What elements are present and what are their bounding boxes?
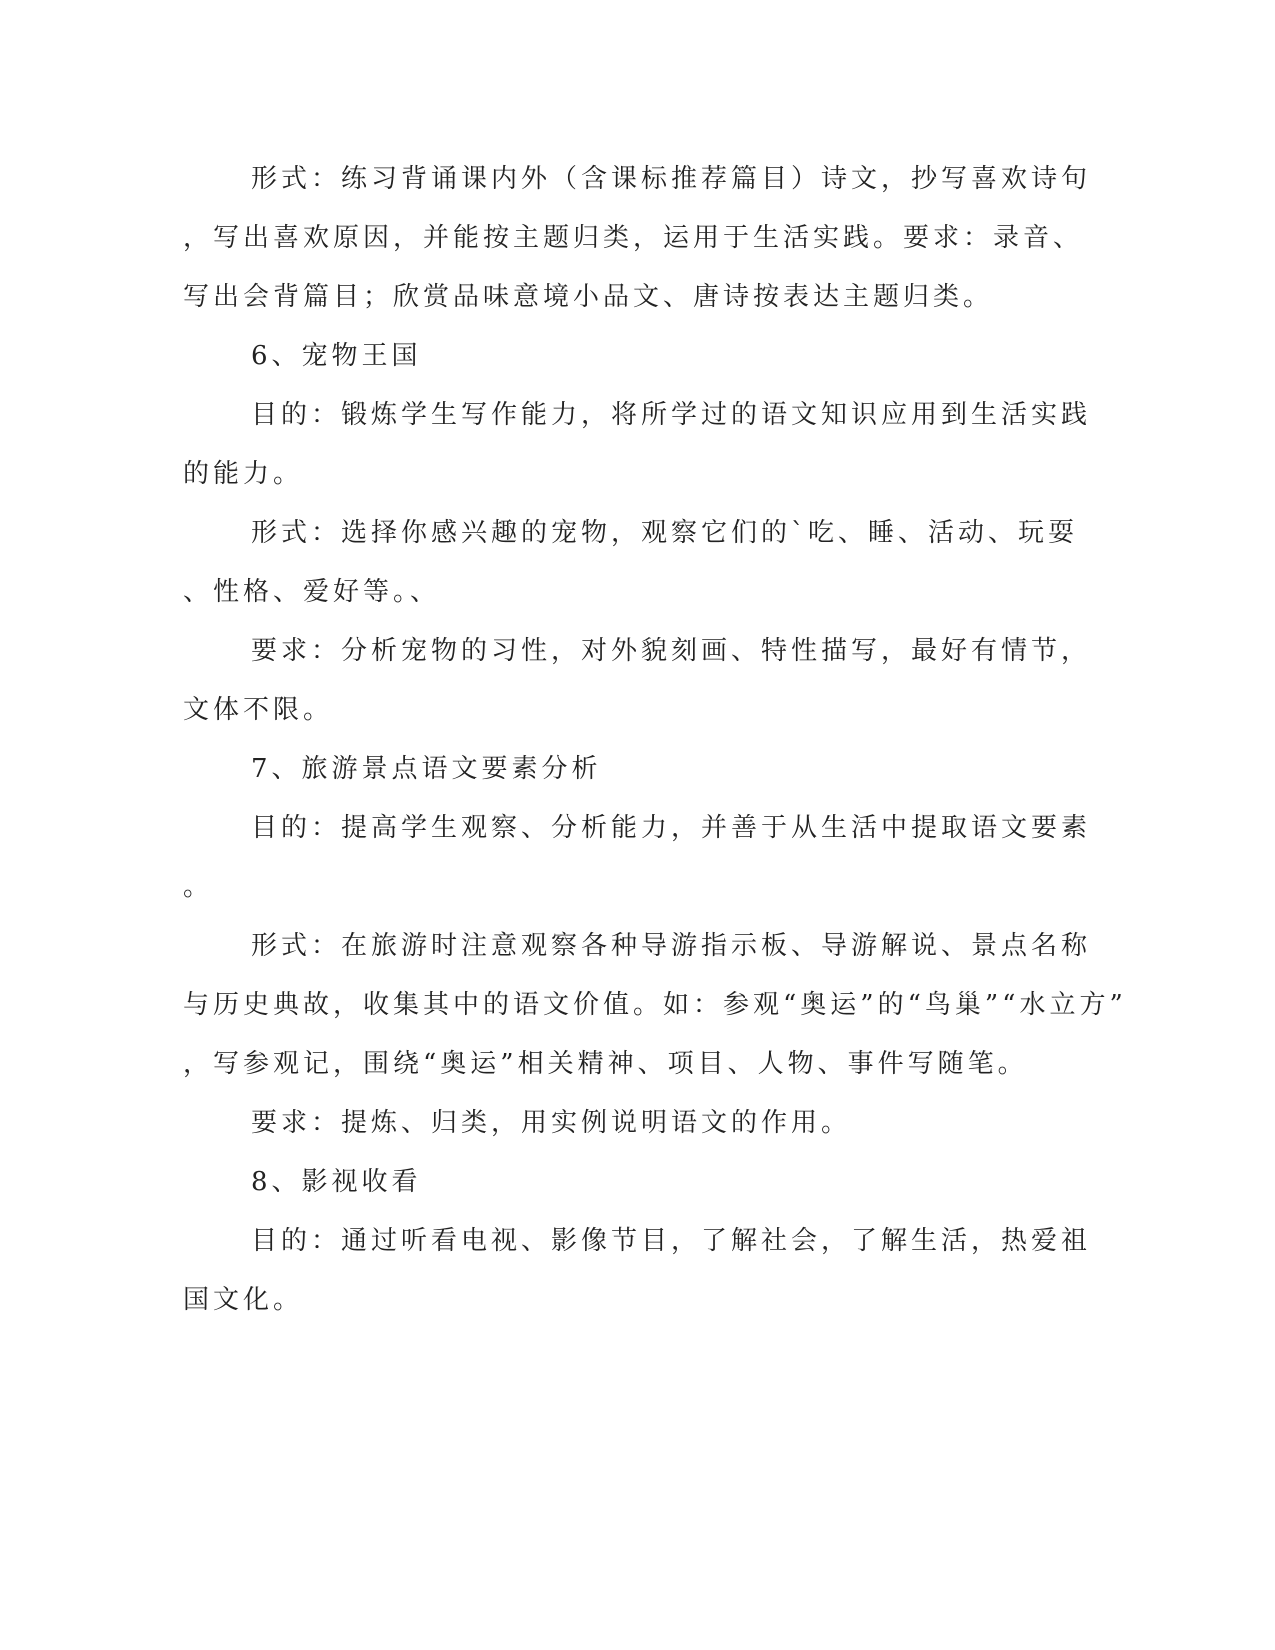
text-line: 目的：提高学生观察、分析能力，并善于从生活中提取语文要素 <box>251 813 1092 843</box>
text-line: 国文化。 <box>183 1285 304 1315</box>
text-line: ，写出喜欢原因，并能按主题归类，运用于生活实践。要求：录音、 <box>183 223 1084 253</box>
text-line: 写出会背篇目；欣赏品味意境小品文、唐诗按表达主题归类。 <box>183 282 994 312</box>
section-heading: 8、影视收看 <box>251 1167 422 1197</box>
text-line: 、性格、爱好等。、 <box>183 577 441 607</box>
text-line: 。 <box>183 872 214 902</box>
body-text <box>183 150 1127 1330</box>
section-heading: 6、宠物王国 <box>251 341 422 371</box>
text-line: 与历史典故，收集其中的语文价值。如：参观“奥运”的“鸟巢”“水立方” <box>183 990 1127 1020</box>
text-line: 要求：分析宠物的习性，对外貌刻画、特性描写，最好有情节， <box>251 636 1092 666</box>
section-heading: 7、旅游景点语文要素分析 <box>251 754 602 784</box>
text-line: 形式：选择你感兴趣的宠物，观察它们的`吃、睡、活动、玩耍 <box>251 518 1079 548</box>
text-line: 形式：在旅游时注意观察各种导游指示板、导游解说、景点名称 <box>251 931 1092 961</box>
text-line: 文体不限。 <box>183 695 334 725</box>
text-line: 目的：锻炼学生写作能力，将所学过的语文知识应用到生活实践 <box>251 400 1092 430</box>
text-line: 目的：通过听看电视、影像节目，了解社会，了解生活，热爱祖 <box>251 1226 1092 1256</box>
text-line: 的能力。 <box>183 459 304 489</box>
text-line: 形式：练习背诵课内外（含课标推荐篇目）诗文，抄写喜欢诗句 <box>251 164 1092 194</box>
text-line: 要求：提炼、归类，用实例说明语文的作用。 <box>251 1108 852 1138</box>
text-line: ，写参观记，围绕“奥运”相关精神、项目、人物、事件写随笔。 <box>183 1049 1028 1079</box>
